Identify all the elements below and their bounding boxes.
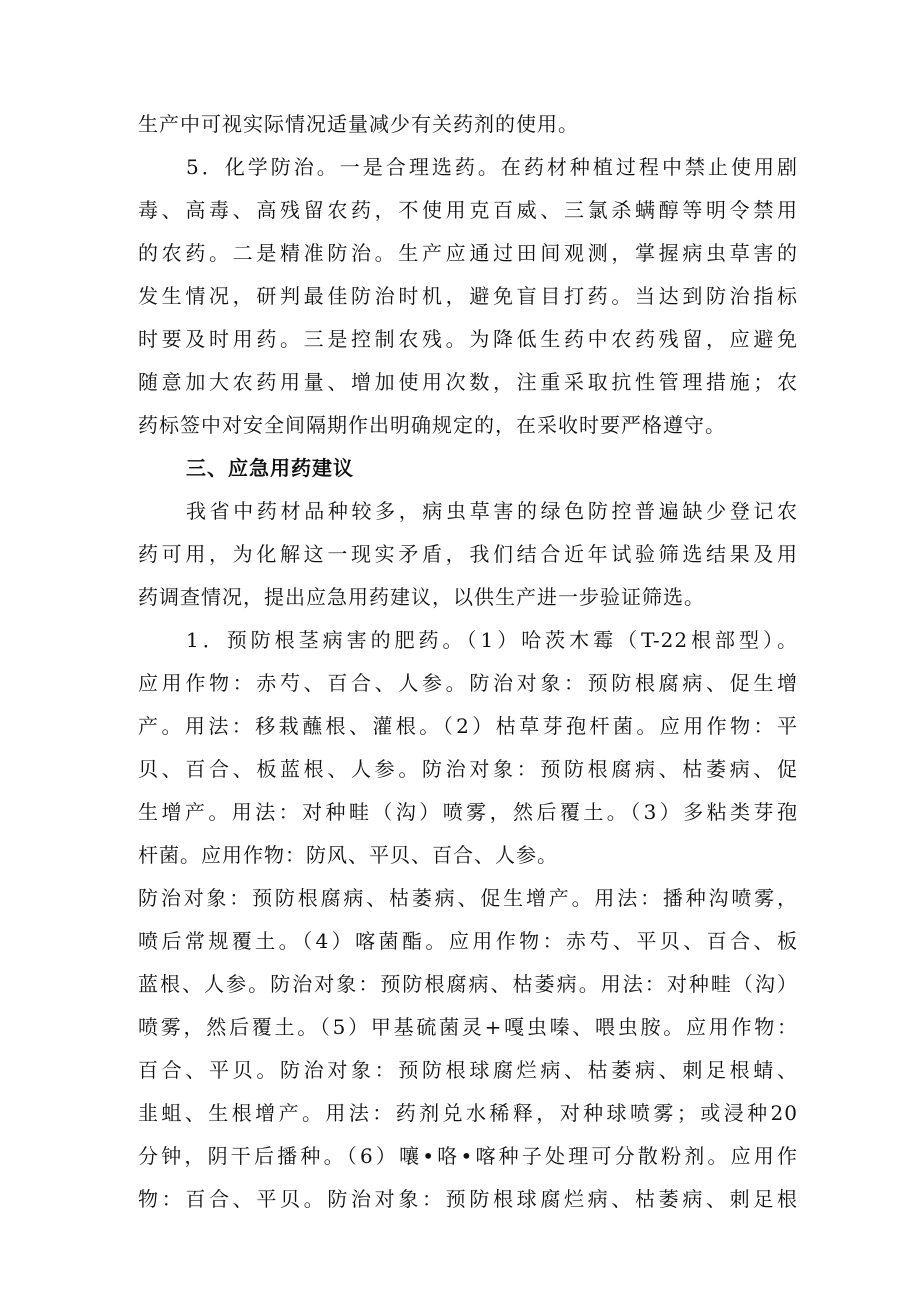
text-line: 时要及时用药。三是控制农残。为降低生药中农药残留，应避免	[138, 327, 798, 351]
text-line: 物：百合、平贝。防治对象：预防根球腐烂病、枯萎病、刺足根	[138, 1187, 798, 1211]
paragraph-5-line: 5．化学防治。一是合理选药。在药材种植过程中禁止使用剧	[186, 155, 798, 179]
text-line: 药调查情况，提出应急用药建议，以供生产进一步验证筛选。	[138, 585, 705, 609]
text-line: 毒、高毒、高残留农药，不使用克百威、三氯杀螨醇等明令禁用	[138, 198, 798, 222]
text-line: 产。用法：移栽蘸根、灌根。（2）枯草芽孢杆菌。应用作物：平	[138, 714, 798, 738]
intro-paragraph-line: 我省中药材品种较多，病虫草害的绿色防控普遍缺少登记农	[186, 499, 798, 523]
section-heading: 三、应急用药建议	[186, 456, 354, 480]
text-line: 百合、平贝。防治对象：预防根球腐烂病、枯萎病、刺足根蜻、	[138, 1058, 798, 1082]
text-line: 喷雾，然后覆土。（5）甲基硫菌灵+嘎虫嗪、喂虫胺。应用作物：	[138, 1015, 798, 1039]
text-line: 药可用，为化解这一现实矛盾，我们结合近年试验筛选结果及用	[138, 542, 798, 566]
text-line: 防治对象：预防根腐病、枯萎病、促生增产。用法：播种沟喷雾，	[138, 886, 798, 910]
text-line: 的农药。二是精准防治。生产应通过田间观测，掌握病虫草害的	[138, 241, 798, 265]
text-line: 随意加大农药用量、增加使用次数，注重采取抗性管理措施；农	[138, 370, 798, 394]
text-line: 喷后常规覆土。（4）喀菌酯。应用作物：赤芍、平贝、百合、板	[138, 929, 798, 953]
text-line: 贝、百合、板蓝根、人参。防治对象：预防根腐病、枯萎病、促	[138, 757, 798, 781]
text-line: 药标签中对安全间隔期作出明确规定的，在采收时要严格遵守。	[138, 413, 726, 437]
text-line: 杆菌。应用作物：防风、平贝、百合、人参。	[138, 843, 558, 867]
text-line: 发生情况，研判最佳防治时机，避免盲目打药。当达到防治指标	[138, 284, 798, 308]
item-1-line: 1．预防根茎病害的肥药。（1）哈茨木霉（T-22根部型）。	[186, 628, 798, 652]
text-line: 韭蛆、生根增产。用法：药剂兑水稀释，对种球喷雾；或浸种20	[138, 1101, 798, 1125]
text-line: 蓝根、人参。防治对象：预防根腐病、枯萎病。用法：对种畦（沟）	[138, 972, 798, 996]
text-line: 分钟，阴干后播种。（6）嚷•咯•喀种子处理可分散粉剂。应用作	[138, 1144, 798, 1168]
text-line: 生增产。用法：对种畦（沟）喷雾，然后覆土。（3）多粘类芽孢	[138, 800, 798, 824]
text-line: 生产中可视实际情况适量减少有关药剂的使用。	[138, 112, 579, 136]
text-line: 应用作物：赤芍、百合、人参。防治对象：预防根腐病、促生增	[138, 671, 798, 695]
